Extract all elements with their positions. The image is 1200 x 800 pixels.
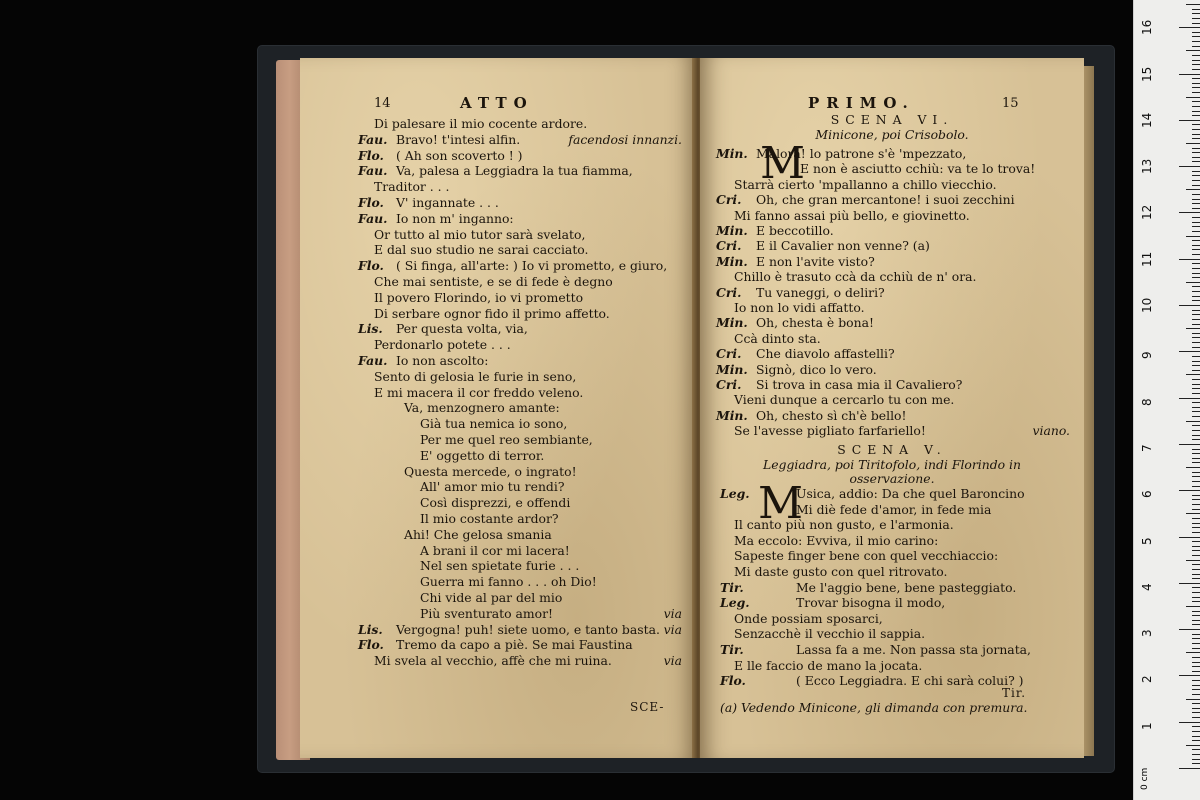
speaker-label: Cri. (716, 284, 742, 300)
ruler-tick (1192, 648, 1200, 649)
ruler-tick (1192, 111, 1200, 112)
verse-line: Tu vaneggi, o deliri? (756, 284, 885, 300)
verse-line: A brani il cor mi lacera! (420, 542, 570, 558)
ruler-tick (1192, 574, 1200, 575)
verse-line: E non è asciutto cchiù: va te lo trova! (800, 161, 1036, 177)
stage-direction: via (663, 605, 682, 621)
verse-line: ( Ah son scoverto ! ) (396, 147, 523, 163)
ruler-tick (1179, 74, 1200, 75)
verse-line: Me l'aggio bene, bene pasteggiato. (796, 579, 1017, 595)
verse-line: Mi svela al vecchio, affè che mi ruina. (374, 653, 612, 669)
ruler-tick (1192, 185, 1200, 186)
ruler-tick (1192, 643, 1200, 644)
verse-line: Traditor . . . (374, 179, 450, 195)
ruler-tick (1179, 305, 1200, 306)
verse-line: Mi daste gusto con quel ritrovato. (734, 564, 948, 579)
ruler-tick (1192, 134, 1200, 135)
ruler-tick (1192, 620, 1200, 621)
speaker-label: Min. (716, 361, 748, 377)
ruler-tick (1186, 606, 1200, 607)
verse-line: Or tutto al mio tutor sarà svelato, (374, 226, 586, 242)
ruler-tick (1179, 259, 1200, 260)
verse-line: Mi fanno assai più bello, e giovinetto. (734, 207, 970, 223)
speaker-label: Cri. (716, 238, 742, 254)
right-catchword: Tir. (1002, 686, 1027, 700)
ruler-tick (1192, 578, 1200, 579)
ruler-tick (1186, 467, 1200, 468)
left-page-number: 14 (374, 96, 391, 111)
speaker-label: Min. (716, 146, 748, 161)
ruler-tick (1192, 425, 1200, 426)
ruler-tick (1192, 157, 1200, 158)
verse-line: Più sventurato amor! (420, 605, 554, 621)
ruler-tick (1192, 55, 1200, 56)
ruler-number: 14 (1140, 112, 1154, 128)
ruler-tick (1192, 379, 1200, 380)
ruler-number: 5 (1140, 536, 1154, 545)
ruler-tick (1192, 726, 1200, 727)
verse-line: Oh, chesto sì ch'è bello! (756, 407, 907, 423)
verse-line: Oh, che gran mercantone! i suoi zecchini (756, 192, 1015, 208)
ruler-number: 4 (1140, 583, 1154, 591)
ruler-tick (1192, 231, 1200, 232)
verse-line: Per me quel reo sembiante, (420, 432, 593, 447)
verse-line: Onde possiam sposarci, (734, 610, 883, 626)
verse-line: Usica, addio: Da che quel Baroncino (796, 486, 1025, 501)
verse-line: ( Si finga, all'arte: ) Io vi prometto, e giuro, (396, 258, 668, 274)
ruler-tick (1186, 236, 1200, 237)
ruler-number: 9 (1140, 351, 1154, 360)
ruler-tick (1192, 41, 1200, 42)
ruler-tick (1186, 4, 1200, 5)
verse-line: Perdonarlo potete . . . (374, 337, 511, 353)
ruler-tick (1179, 537, 1200, 538)
ruler-tick (1192, 101, 1200, 102)
ruler-tick (1192, 356, 1200, 357)
verse-line: All' amor mio tu rendi? (420, 479, 565, 495)
ruler-tick (1179, 27, 1200, 28)
speaker-label: Lis. (358, 621, 383, 637)
verse-line: Ahi! Che gelosa smania (404, 526, 552, 542)
verse-line: Il mio costante ardor? (420, 511, 559, 526)
ruler-tick (1192, 402, 1200, 403)
ruler-tick (1192, 462, 1200, 463)
verse-line: Si trova in casa mia il Cavaliero? (756, 377, 963, 392)
ruler-number: 15 (1140, 66, 1154, 82)
ruler-tick (1192, 337, 1200, 338)
scene-v-cast-1: Leggiadra, poi Tiritofolo, indi Florindo in (762, 457, 1022, 472)
ruler-tick (1192, 509, 1200, 510)
left-catchword: SCE- (630, 700, 665, 714)
ruler-tick (1192, 611, 1200, 612)
ruler-tick (1192, 569, 1200, 570)
ruler-number: 3 (1140, 629, 1154, 638)
ruler-number: 1 (1140, 722, 1154, 730)
ruler-tick (1192, 333, 1200, 334)
verse-line: Io non lo vidi affatto. (734, 300, 865, 315)
ruler-tick (1186, 50, 1200, 51)
speaker-label: Fau. (358, 163, 388, 179)
ruler-tick (1192, 83, 1200, 84)
ruler-tick (1192, 138, 1200, 139)
verse-line: Io non m' inganno: (396, 210, 514, 226)
verse-line: Senzacchè il vecchio il sappia. (734, 626, 926, 642)
left-page (300, 58, 696, 758)
ruler-number: 7 (1140, 444, 1154, 452)
ruler-tick (1192, 736, 1200, 737)
left-running-head: ATTO (460, 94, 534, 112)
ruler-tick (1192, 624, 1200, 625)
ruler-tick (1179, 722, 1200, 723)
ruler-tick (1192, 550, 1200, 551)
speaker-label: Flo. (720, 673, 746, 689)
ruler-tick (1192, 277, 1200, 278)
ruler-tick (1192, 18, 1200, 19)
speaker-label: Cri. (716, 377, 742, 392)
verse-line: Che mai sentiste, e se di fede è degno (374, 274, 613, 289)
ruler-tick (1179, 212, 1200, 213)
speaker-label: Flo. (358, 195, 384, 210)
ruler-tick (1186, 421, 1200, 422)
ruler-tick (1192, 263, 1200, 264)
ruler-tick (1192, 703, 1200, 704)
verse-line: Sapeste finger bene con quel vecchiaccio: (734, 548, 999, 564)
verse-line: E dal suo studio ne sarai cacciato. (374, 242, 589, 258)
ruler-tick (1192, 458, 1200, 459)
ruler-tick (1192, 199, 1200, 200)
speaker-label: Min. (716, 223, 748, 238)
ruler-tick (1192, 36, 1200, 37)
footnote: (a) Vedendo Minicone, gli dimanda con premura. (720, 700, 1028, 715)
verse-line: Vergogna! puh! siete uomo, e tanto basta. (396, 621, 660, 637)
verse-line: Malora! lo patrone s'è 'mpezzato, (756, 146, 967, 161)
speaker-label: Tir. (720, 579, 744, 595)
right-running-head: PRIMO. (808, 94, 915, 112)
ruler-tick (1192, 310, 1200, 311)
speaker-label: Min. (716, 407, 748, 423)
ruler-tick (1192, 203, 1200, 204)
ruler-number: 2 (1140, 675, 1154, 684)
ruler-tick (1192, 449, 1200, 450)
ruler-tick (1192, 411, 1200, 412)
speaker-label: Fau. (358, 353, 388, 368)
speaker-label: Fau. (358, 210, 388, 226)
ruler-tick (1192, 638, 1200, 639)
ruler-tick (1192, 671, 1200, 672)
verse-line: Il canto più non gusto, e l'armonia. (734, 517, 954, 533)
ruler-tick (1192, 129, 1200, 130)
ruler-tick (1192, 32, 1200, 33)
ruler-tick (1192, 314, 1200, 315)
ruler-tick (1192, 532, 1200, 533)
ruler-tick (1192, 541, 1200, 542)
ruler-tick (1186, 513, 1200, 514)
ruler-tick (1192, 9, 1200, 10)
ruler-tick (1192, 685, 1200, 686)
ruler-tick (1192, 495, 1200, 496)
speaker-label: Flo. (358, 147, 384, 163)
ruler-tick (1192, 416, 1200, 417)
ruler-tick (1192, 712, 1200, 713)
ruler-tick (1192, 407, 1200, 408)
ruler-tick (1192, 286, 1200, 287)
right-page-number: 15 (1002, 96, 1019, 111)
ruler-tick (1192, 217, 1200, 218)
verse-line: Così disprezzi, e offendi (420, 495, 571, 511)
verse-line: Guerra mi fanno . . . oh Dio! (420, 574, 597, 590)
ruler-tick (1192, 708, 1200, 709)
ruler-tick (1192, 152, 1200, 153)
verse-line: E mi macera il cor freddo veleno. (374, 384, 584, 400)
verse-line: Bravo! t'intesi alfin. (396, 131, 521, 147)
ruler-tick (1192, 615, 1200, 616)
ruler-number: 8 (1140, 397, 1154, 406)
stage-direction: facendosi innanzi. (568, 131, 682, 147)
speaker-label: Lis. (358, 321, 383, 337)
speaker-label: Leg. (720, 595, 750, 611)
scene-v-cast-2: osservazione. (849, 471, 935, 486)
ruler-tick (1192, 518, 1200, 519)
verse-line: Di serbare ognor fido il primo affetto. (374, 305, 610, 321)
ruler-tick (1192, 731, 1200, 732)
ruler-tick (1186, 699, 1200, 700)
ruler-tick (1192, 523, 1200, 524)
ruler-tick (1192, 361, 1200, 362)
ruler-number: 11 (1140, 251, 1154, 267)
verse-line: Tremo da capo a piè. Se mai Faustina (396, 637, 633, 653)
ruler-tick (1192, 564, 1200, 565)
scene-vi-heading: SCENA VI. (830, 112, 954, 127)
ruler-tick (1192, 754, 1200, 755)
verse-line: Mi diè fede d'amor, in fede mia (796, 501, 992, 517)
ruler-tick (1192, 393, 1200, 394)
ruler-tick (1192, 555, 1200, 556)
ruler-tick (1192, 13, 1200, 14)
ruler-tick (1186, 652, 1200, 653)
ruler-number: 10 (1140, 297, 1154, 313)
verse-line: E il Cavalier non venne? (a) (756, 238, 930, 254)
ruler-tick (1179, 629, 1200, 630)
ruler-tick (1192, 717, 1200, 718)
ruler-tick (1192, 666, 1200, 667)
verse-line: Chi vide al par del mio (420, 590, 563, 605)
ruler-tick (1192, 23, 1200, 24)
ruler-tick (1192, 657, 1200, 658)
ruler-tick (1192, 453, 1200, 454)
stage-direction: via (663, 653, 682, 669)
ruler-tick (1192, 240, 1200, 241)
verse-line: Di palesare il mio cocente ardore. (374, 116, 588, 131)
ruler-tick (1192, 148, 1200, 149)
ruler-tick (1192, 601, 1200, 602)
ruler-tick (1186, 328, 1200, 329)
ruler-tick (1192, 64, 1200, 65)
ruler-tick (1192, 388, 1200, 389)
speaker-label: Cri. (716, 192, 742, 208)
ruler-tick (1192, 347, 1200, 348)
ruler-tick (1192, 694, 1200, 695)
verse-line: E beccotillo. (756, 223, 834, 238)
ruler-tick (1179, 166, 1200, 167)
ruler-tick (1192, 597, 1200, 598)
ruler-tick (1192, 300, 1200, 301)
ruler-tick (1192, 249, 1200, 250)
ruler-tick (1192, 273, 1200, 274)
stage-direction: via (663, 621, 682, 637)
ruler-tick (1192, 481, 1200, 482)
ruler-tick (1192, 106, 1200, 107)
verse-line: Che diavolo affastelli? (756, 346, 895, 362)
ruler-tick (1192, 115, 1200, 116)
verse-line: Se l'avesse pigliato farfariello! (734, 423, 926, 439)
verse-line: Per questa volta, via, (396, 321, 528, 337)
verse-line: Nel sen spietate furie . . . (420, 558, 580, 574)
ruler-tick (1192, 254, 1200, 255)
ruler-tick (1192, 435, 1200, 436)
stage-direction: viano. (1032, 423, 1070, 439)
ruler-tick (1192, 680, 1200, 681)
verse-line: Va, menzognero amante: (404, 400, 560, 416)
ruler-tick (1192, 78, 1200, 79)
ruler-unit: 0 cm (1140, 767, 1150, 790)
ruler-tick (1192, 124, 1200, 125)
right-page (700, 58, 1084, 758)
measurement-ruler (1133, 0, 1200, 800)
ruler-tick (1192, 740, 1200, 741)
ruler-tick (1192, 226, 1200, 227)
ruler-tick (1192, 194, 1200, 195)
scene-vi-cast: Minicone, poi Crisobolo. (815, 127, 969, 142)
speaker-label: Cri. (716, 346, 742, 362)
ruler-tick (1179, 675, 1200, 676)
verse-line: Starrà cierto 'mpallanno a chillo viecchio. (734, 176, 997, 192)
scene-v-dropcap: M (758, 478, 804, 529)
verse-line: Oh, chesta è bona! (756, 315, 874, 331)
ruler-tick (1192, 689, 1200, 690)
ruler-tick (1192, 634, 1200, 635)
ruler-tick (1192, 291, 1200, 292)
ruler-tick (1186, 374, 1200, 375)
ruler-tick (1186, 745, 1200, 746)
ruler-tick (1186, 189, 1200, 190)
verse-line: Vieni dunque a cercarlo tu con me. (734, 392, 955, 408)
verse-line: Sento di gelosia le furie in seno, (374, 368, 577, 384)
verse-line: Questa mercede, o ingrato! (404, 463, 577, 479)
ruler-tick (1192, 486, 1200, 487)
ruler-tick (1192, 175, 1200, 176)
ruler-tick (1192, 476, 1200, 477)
ruler-tick (1192, 268, 1200, 269)
ruler-tick (1192, 365, 1200, 366)
ruler-tick (1179, 768, 1200, 769)
ruler-tick (1192, 499, 1200, 500)
verse-line: Lassa fa a me. Non passa sta jornata, (796, 642, 1031, 657)
verse-line: E non l'avite visto? (756, 253, 875, 269)
scene-vi-dropcap: M (760, 138, 806, 189)
ruler-tick (1186, 143, 1200, 144)
ruler-tick (1192, 222, 1200, 223)
ruler-tick (1179, 398, 1200, 399)
ruler-tick (1192, 504, 1200, 505)
ruler-tick (1192, 324, 1200, 325)
ruler-tick (1192, 245, 1200, 246)
verse-line: V' ingannate . . . (396, 195, 499, 210)
verse-line: Trovar bisogna il modo, (796, 595, 946, 611)
ruler-tick (1192, 592, 1200, 593)
ruler-tick (1179, 444, 1200, 445)
ruler-tick (1192, 546, 1200, 547)
speaker-label: Min. (716, 315, 748, 331)
ruler-tick (1186, 560, 1200, 561)
ruler-tick (1192, 749, 1200, 750)
speaker-label: Flo. (358, 258, 384, 274)
verse-line: E lle faccio de mano la jocata. (734, 657, 923, 673)
ruler-tick (1192, 319, 1200, 320)
verse-line: Signò, dico lo vero. (756, 361, 877, 377)
ruler-number: 12 (1140, 205, 1154, 221)
ruler-number: 6 (1140, 490, 1154, 499)
ruler-tick (1192, 384, 1200, 385)
ruler-tick (1192, 662, 1200, 663)
ruler-tick (1192, 171, 1200, 172)
ruler-tick (1192, 587, 1200, 588)
ruler-number: 16 (1140, 19, 1154, 36)
ruler-tick (1192, 439, 1200, 440)
verse-line: Chillo è trasuto ccà da cchiù de n' ora. (734, 269, 977, 285)
speaker-label: Tir. (720, 642, 744, 657)
ruler-tick (1192, 342, 1200, 343)
ruler-tick (1192, 69, 1200, 70)
speaker-label: Min. (716, 253, 748, 269)
ruler-tick (1192, 763, 1200, 764)
ruler-tick (1192, 430, 1200, 431)
scene-v-heading: SCENA V. (837, 442, 947, 457)
verse-line: ( Ecco Leggiadra. E chi sarà colui? ) (796, 673, 1024, 689)
ruler-tick (1192, 527, 1200, 528)
speaker-label: Flo. (358, 637, 384, 653)
ruler-tick (1192, 208, 1200, 209)
ruler-number: 13 (1140, 158, 1154, 175)
verse-line: Già tua nemica io sono, (420, 416, 568, 432)
ruler-tick (1192, 87, 1200, 88)
ruler-tick (1192, 92, 1200, 93)
ruler-tick (1192, 161, 1200, 162)
verse-line: E' oggetto di terror. (420, 447, 545, 463)
speaker-label: Fau. (358, 131, 388, 147)
verse-line: Ma eccolo: Evviva, il mio carino: (734, 532, 939, 548)
verse-line: Ccà dinto sta. (734, 330, 821, 346)
verse-line: Va, palesa a Leggiadra la tua fiamma, (396, 163, 633, 179)
ruler-tick (1192, 370, 1200, 371)
ruler-tick (1192, 46, 1200, 47)
ruler-tick (1192, 180, 1200, 181)
ruler-tick (1179, 490, 1200, 491)
speaker-label: Leg. (720, 486, 750, 501)
ruler-tick (1186, 282, 1200, 283)
verse-line: Io non ascolto: (396, 353, 489, 368)
ruler-tick (1192, 296, 1200, 297)
ruler-tick (1179, 120, 1200, 121)
ruler-tick (1192, 60, 1200, 61)
verse-line: Il povero Florindo, io vi prometto (374, 289, 584, 305)
ruler-tick (1192, 759, 1200, 760)
ruler-tick (1186, 97, 1200, 98)
ruler-tick (1192, 472, 1200, 473)
ruler-tick (1179, 583, 1200, 584)
ruler-tick (1179, 351, 1200, 352)
